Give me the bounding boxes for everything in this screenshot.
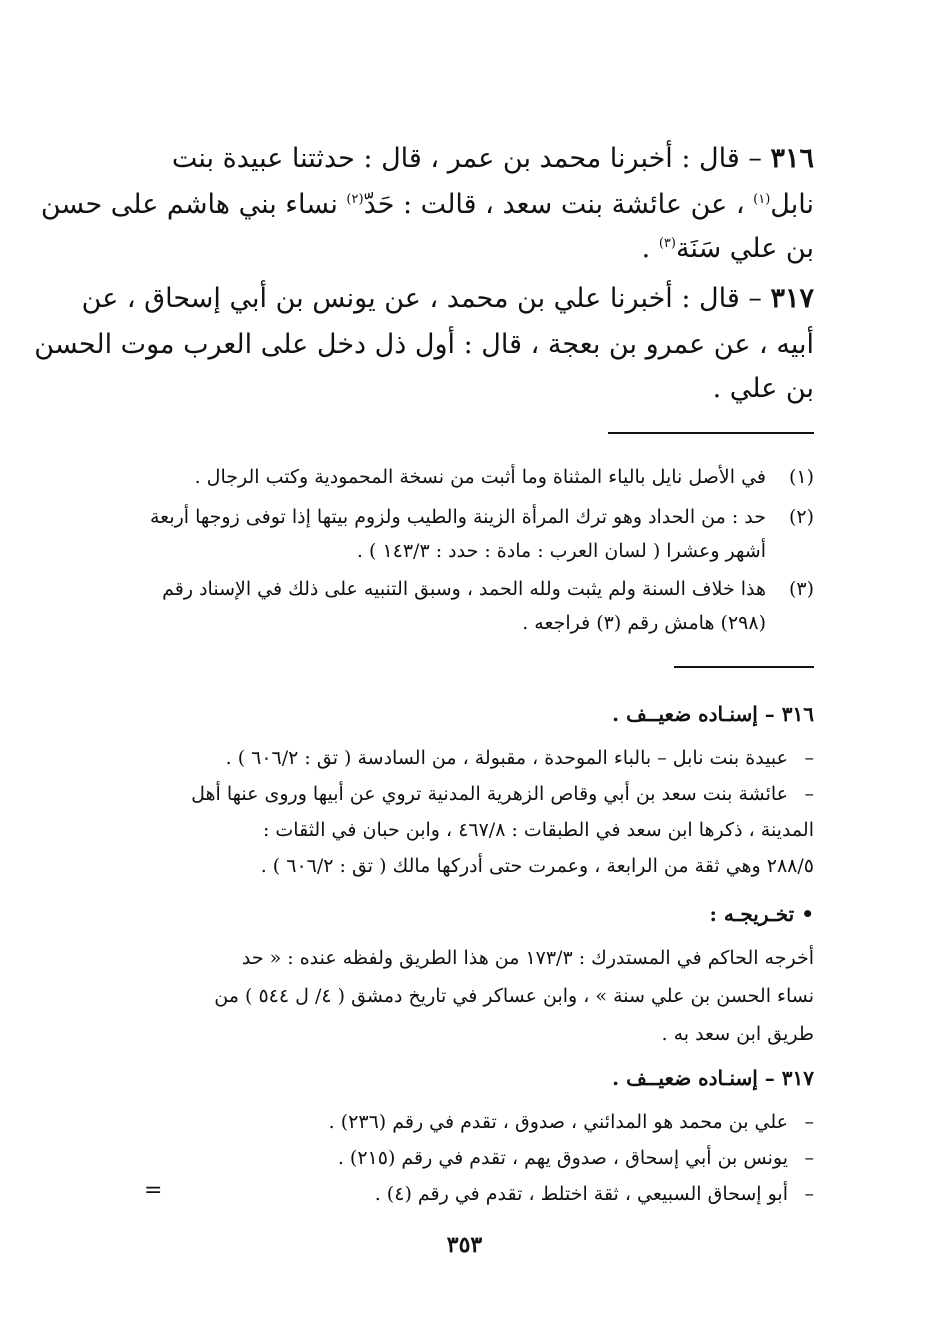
isnad-317-item-2 — [130, 1140, 814, 1176]
footnote-3-line-1: هذا خلاف السنة ولم يثبت ولله الحمد ، وسبق التنبيه على ذلك في الإسناد رقم — [162, 578, 766, 600]
hadith-317-line-1 — [81, 276, 814, 322]
takhrij-line-1: أخرجه الحاكم في المستدرك : ١٧٣/٣ من هذا الطريق ولفظه عنده : « حد — [241, 947, 814, 969]
footnote-3 — [130, 572, 814, 640]
isnad-317-item-2-text: يونس بن أبي إسحاق ، صدوق يهم ، تقدم في رقم (٢١٥) . — [337, 1147, 788, 1169]
continuation-mark: = — [144, 1178, 163, 1203]
hadith-317-number: ٣١٧ — [770, 283, 814, 314]
isnad-317-item-1-text: علي بن محمد هو المدائني ، صدوق ، تقدم في رقم (٢٣٦) . — [328, 1111, 788, 1133]
dash-marker: – — [804, 1183, 814, 1205]
isnad-316-item-2-line-2: المدينة ، ذكرها ابن سعد في الطبقات : ٤٦٧/٨ ، وابن حبان في الثقات : — [262, 819, 814, 841]
takhrij-line-3: طريق ابن سعد به . — [661, 1023, 814, 1045]
footnote-3-mark: (٣) — [788, 578, 814, 600]
dash-marker: – — [804, 1147, 814, 1169]
footnote-ref-2: (٢) — [346, 192, 364, 207]
hadith-316-text-2b: ، عن عائشة بنت سعد ، قالت : حَدّ — [363, 189, 754, 220]
hadith-317-text-1: – قال : أخبرنا علي بن محمد ، عن يونس بن أبي إسحاق ، عن — [81, 283, 762, 314]
isnad-316-item-1-text: عبيدة بنت نابل – بالباء الموحدة ، مقبولة ، من السادسة ( تق : ٦٠٦/٢ ) . — [225, 747, 788, 769]
isnad-317-heading: ٣١٧ – إسنـاده ضعيــف . — [612, 1066, 814, 1090]
hadith-317-line-3: بن علي . — [712, 373, 814, 404]
isnad-316-heading: ٣١٦ – إسنـاده ضعيــف . — [612, 702, 814, 726]
footnote-ref-1: (١) — [753, 192, 771, 207]
isnad-316-item-2-line-1: عائشة بنت سعد بن أبي وقاص الزهرية المدنية تروي عن أبيها وروى عنها أهل — [191, 783, 788, 805]
hadith-316-text-2c: نساء بني هاشم على حسن — [40, 189, 347, 220]
page-number: ٣٥٣ — [446, 1232, 483, 1258]
hadith-316-line-2 — [40, 182, 814, 228]
isnad-316-item-2-line-3: ٢٨٨/٥ وهي ثقة من الرابعة ، وعمرت حتى أدركها مالك ( تق : ٦٠٦/٢ ) . — [260, 855, 814, 877]
hadith-316-text-3b: . — [641, 233, 659, 264]
footnote-2-line-2: أشهر وعشرا ( لسان العرب : مادة : حدد : ١٤٣/٣ ) . — [356, 540, 766, 562]
hadith-316-text-2a: نابل — [770, 189, 814, 220]
hadith-316-line-3 — [130, 226, 814, 272]
footnote-2 — [130, 500, 814, 568]
takhrij-line-2: نساء الحسن بن علي سنة » ، وابن عساكر في تاريخ دمشق ( ٤/ ل ٥٤٤ ) من — [214, 985, 814, 1007]
footnote-3-line-2: (٢٩٨) هامش رقم (٣) فراجعه . — [522, 612, 766, 634]
isnad-317-item-3 — [130, 1176, 814, 1212]
footnote-1 — [130, 460, 814, 494]
dash-marker: – — [804, 747, 814, 769]
hadith-316-text-3a: بن علي سَنَة — [675, 233, 814, 264]
dash-marker: – — [804, 783, 814, 805]
footnote-ref-3: (٣) — [658, 236, 676, 251]
hadith-316-number: ٣١٦ — [770, 143, 814, 174]
footnote-2-mark: (٢) — [788, 506, 814, 528]
isnad-316-item-1 — [130, 740, 814, 776]
footnote-1-mark: (١) — [788, 466, 814, 488]
hadith-317-line-2: أبيه ، عن عمرو بن بعجة ، قال : أول ذل دخل على العرب موت الحسن — [34, 329, 814, 360]
footnote-1-line-1: في الأصل نايل بالياء المثناة وما أثبت من نسخة المحمودية وكتب الرجال . — [194, 466, 766, 488]
isnad-316-item-2 — [130, 776, 814, 884]
isnad-317-item-1 — [130, 1104, 814, 1140]
footnote-separator — [608, 432, 814, 434]
dash-marker: – — [804, 1111, 814, 1133]
commentary-separator — [674, 666, 814, 668]
hadith-316-text-1: – قال : أخبرنا محمد بن عمر ، قال : حدثتنا عبيدة بنت — [171, 143, 762, 174]
isnad-317-item-3-text: أبو إسحاق السبيعي ، ثقة اختلط ، تقدم في رقم (٤) . — [374, 1183, 788, 1205]
footnote-2-line-1: حد : من الحداد وهو ترك المرأة الزينة والطيب ولزوم بيتها إذا توفى زوجها أربعة — [149, 506, 766, 528]
hadith-316-line-1 — [130, 136, 814, 182]
takhrij-heading: • تخـريجـه : — [709, 902, 814, 926]
